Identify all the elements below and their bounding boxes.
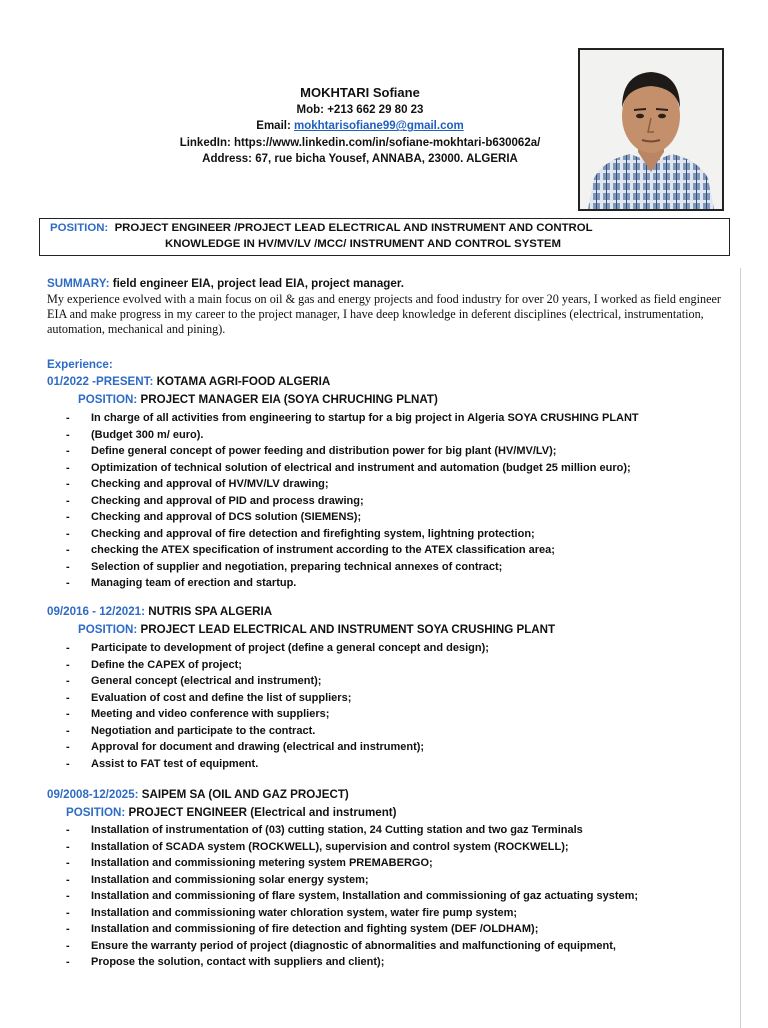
list-item: - Evaluation of cost and define the list of suppliers; xyxy=(66,690,736,707)
email-line: Email: mokhtarisofiane99@gmail.com xyxy=(256,120,464,133)
candidate-name: MOKHTARI Sofiane xyxy=(300,85,420,100)
list-item: - Optimization of technical solution of electrical and instrument and automation (budget 25 million euro); xyxy=(66,460,736,477)
target-position-box xyxy=(39,218,730,256)
list-item: - Checking and approval of DCS solution (SIEMENS); xyxy=(66,509,736,526)
job-company: SAIPEM SA (OIL AND GAZ PROJECT) xyxy=(141,788,349,801)
job-3-duties xyxy=(66,822,736,971)
list-item: - Installation of instrumentation of (03) cutting station, 24 Cutting station and two gaz Terminals xyxy=(66,822,736,839)
mobile-line: Mob: +213 662 29 80 23 xyxy=(296,104,424,116)
list-item: - General concept (electrical and instrument); xyxy=(66,673,736,690)
summary-section xyxy=(47,276,733,337)
job-company: NUTRIS SPA ALGERIA xyxy=(148,605,273,618)
list-item: - Negotiation and participate to the contract. xyxy=(66,723,736,740)
list-item: - Checking and approval of PID and process drawing; xyxy=(66,493,736,510)
list-item: - Managing team of erection and startup. xyxy=(66,575,736,592)
profile-photo xyxy=(578,48,724,211)
job-period: 09/2016 - 12/2021: xyxy=(47,605,145,618)
list-item: - Selection of supplier and negotiation, preparing technical annexes of contract; xyxy=(66,559,736,576)
linkedin-line: LinkedIn: https://www.linkedin.com/in/sofiane-mokhtari-b630062a/ xyxy=(179,136,541,149)
job-saipem xyxy=(47,788,349,801)
portrait-photo-icon xyxy=(580,50,722,209)
list-item: - Define the CAPEX of project; xyxy=(66,657,736,674)
job-kotama xyxy=(47,375,330,388)
job-company: KOTAMA AGRI-FOOD ALGERIA xyxy=(156,375,331,388)
list-item: - Assist to FAT test of equipment. xyxy=(66,756,736,773)
summary-headline: field engineer EIA, project lead EIA, project manager. xyxy=(112,277,404,290)
position-line-2: KNOWLEDGE IN HV/MV/LV /MCC/ INSTRUMENT AND CONTROL SYSTEM xyxy=(165,238,561,250)
linkedin-url: https://www.linkedin.com/in/sofiane-mokhtari-b630062a/ xyxy=(234,136,541,149)
list-item: - Installation and commissioning of flare system, Installation and commissioning of gaz actuating system; xyxy=(66,888,736,905)
job-role: POSITION: PROJECT ENGINEER (Electrical and instrument) xyxy=(66,806,397,819)
list-item: - Propose the solution, contact with suppliers and client); xyxy=(66,954,736,971)
summary-label: SUMMARY: xyxy=(47,277,110,290)
list-item: - Ensure the warranty period of project (diagnostic of abnormalities and malfunctioning of equipment, xyxy=(66,938,736,955)
list-item: - Approval for document and drawing (electrical and instrument); xyxy=(66,739,736,756)
list-item: - (Budget 300 m/ euro). xyxy=(66,427,736,444)
experience-heading: Experience: xyxy=(47,358,113,371)
mobile-number: +213 662 29 80 23 xyxy=(327,104,424,116)
right-margin-rule xyxy=(740,268,741,1028)
list-item: - Installation and commissioning solar energy system; xyxy=(66,872,736,889)
job-role: POSITION: PROJECT MANAGER EIA (SOYA CHRUCHING PLNAT) xyxy=(78,393,438,406)
job-role: POSITION: PROJECT LEAD ELECTRICAL AND INSTRUMENT SOYA CRUSHING PLANT xyxy=(78,623,556,636)
job-2-duties xyxy=(66,640,736,772)
summary-text: My experience evolved with a main focus on oil & gas and energy projects and food industry for over 20 years, I worked as field engineer EIA and make progress in my career to the project manager, I have deep knowledge in deferent disciplines (electrical, instrumentation, automation, mechanical and pining). xyxy=(47,292,721,336)
address-line: Address: 67, rue bicha Yousef, ANNABA, 23000. ALGERIA xyxy=(202,152,518,165)
list-item: - Checking and approval of HV/MV/LV drawing; xyxy=(66,476,736,493)
email-link[interactable]: mokhtarisofiane99@gmail.com xyxy=(294,120,464,133)
list-item: - Define general concept of power feeding and distribution power for big plant (HV/MV/LV); xyxy=(66,443,736,460)
job-nutris xyxy=(47,605,272,618)
position-label: POSITION: xyxy=(50,222,109,234)
list-item: - Checking and approval of fire detection and firefighting system, lightning protection; xyxy=(66,526,736,543)
position-line-1: PROJECT ENGINEER /PROJECT LEAD ELECTRICAL AND INSTRUMENT AND CONTROL xyxy=(114,222,593,234)
list-item: - Installation of SCADA system (ROCKWELL), supervision and control system (ROCKWELL); xyxy=(66,839,736,856)
list-item: - Installation and commissioning water chloration system, water fire pump system; xyxy=(66,905,736,922)
list-item: - In charge of all activities from engineering to startup for a big project in Algeria SOYA CRUSHING PLANT xyxy=(66,410,736,427)
job-1-duties xyxy=(66,410,736,592)
job-period: 09/2008-12/2025: xyxy=(47,788,139,801)
list-item: - Installation and commissioning of fire detection and fighting system (DEF /OLDHAM); xyxy=(66,921,736,938)
list-item: - Meeting and video conference with suppliers; xyxy=(66,706,736,723)
list-item: - checking the ATEX specification of instrument according to the ATEX classification area; xyxy=(66,542,736,559)
address-value: 67, rue bicha Yousef, ANNABA, 23000. ALGERIA xyxy=(255,152,518,165)
job-period: 01/2022 -PRESENT: xyxy=(47,375,154,388)
list-item: - Installation and commissioning metering system PREMABERGO; xyxy=(66,855,736,872)
contact-header xyxy=(150,84,570,167)
list-item: - Participate to development of project (define a general concept and design); xyxy=(66,640,736,657)
